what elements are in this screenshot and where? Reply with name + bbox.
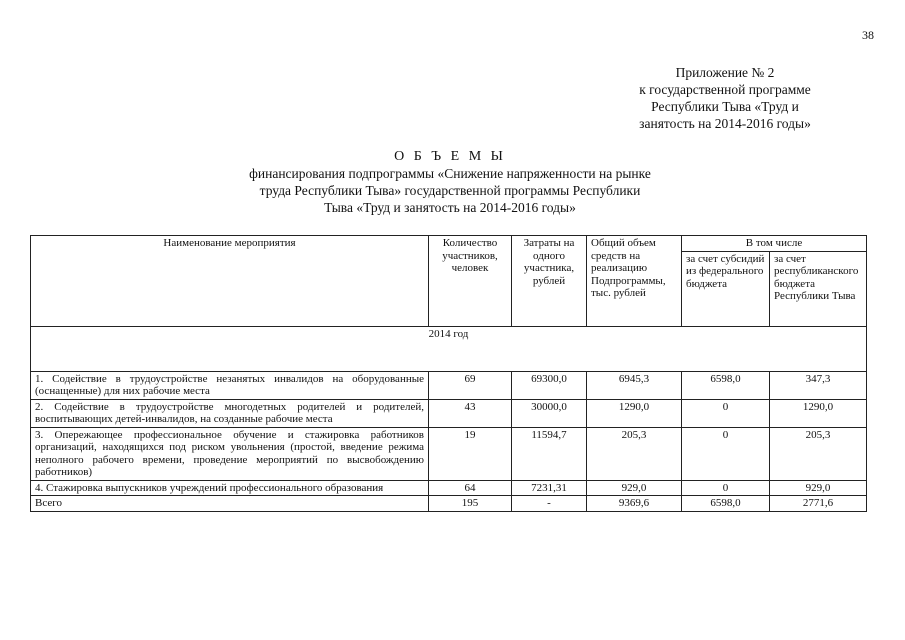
row-federal: 0 — [682, 427, 770, 480]
row-name: 1. Содействие в трудоустройстве незанятых инвалидов на оборудованные (оснащенные) для них рабочие места — [31, 371, 429, 399]
row-federal: 6598,0 — [682, 371, 770, 399]
row-name: 2. Содействие в трудоустройстве многодетных родителей и родителей, воспитывающих детей-инвалидов, на созданные рабочие места — [31, 399, 429, 427]
appendix-line-3: Республики Тыва «Труд и — [651, 99, 799, 114]
header-row — [31, 236, 867, 252]
page-number: 38 — [862, 28, 874, 42]
heading-line-1: финансирования подпрограммы «Снижение напряженности на рынке — [249, 166, 651, 181]
total-participants: 195 — [429, 496, 512, 512]
row-republic: 929,0 — [770, 480, 867, 496]
row-republic: 347,3 — [770, 371, 867, 399]
total-republic: 2771,6 — [770, 496, 867, 512]
total-row — [31, 496, 867, 512]
row-republic: 1290,0 — [770, 399, 867, 427]
appendix-line-2: к государственной программе — [639, 82, 811, 97]
header-total-volume: Общий объем средств на реализацию Подпрограммы, тыс. рублей — [587, 236, 682, 327]
appendix-note — [560, 64, 890, 132]
header-republic: за счет республиканского бюджета Республики Тыва — [770, 251, 867, 326]
row-total: 205,3 — [587, 427, 682, 480]
table-row — [31, 371, 867, 399]
table-row — [31, 427, 867, 480]
header-federal: за счет субсидий из федерального бюджета — [682, 251, 770, 326]
heading-line-3: Тыва «Труд и занятость на 2014-2016 годы» — [324, 200, 576, 215]
header-including: В том числе — [682, 236, 867, 252]
header-cost-per: Затраты на одного участника, рублей — [512, 236, 587, 327]
row-total: 929,0 — [587, 480, 682, 496]
row-total: 6945,3 — [587, 371, 682, 399]
row-cost-per: 7231,31 — [512, 480, 587, 496]
year-label: 2014 год — [31, 326, 867, 371]
row-participants: 19 — [429, 427, 512, 480]
table-row — [31, 480, 867, 496]
row-federal: 0 — [682, 399, 770, 427]
row-name: 3. Опережающее профессиональное обучение и стажировка работников организаций, находящихся под риском увольнения (простой, введение режима неполного рабочего времени, проведение мероприятий по высвобождению работников) — [31, 427, 429, 480]
appendix-line-4: занятость на 2014-2016 годы» — [639, 116, 811, 131]
row-participants: 64 — [429, 480, 512, 496]
total-cost-per: - — [512, 496, 587, 512]
header-name: Наименование мероприятия — [31, 236, 429, 327]
row-name: 4. Стажировка выпускников учреждений профессионального образования — [31, 480, 429, 496]
row-total: 1290,0 — [587, 399, 682, 427]
document-title: О Б Ъ Е М Ы — [394, 149, 506, 164]
row-cost-per: 69300,0 — [512, 371, 587, 399]
appendix-line-1: Приложение № 2 — [675, 65, 775, 80]
total-label: Всего — [31, 496, 429, 512]
document-heading — [140, 148, 760, 216]
year-row — [31, 326, 867, 371]
row-federal: 0 — [682, 480, 770, 496]
row-cost-per: 30000,0 — [512, 399, 587, 427]
total-volume: 9369,6 — [587, 496, 682, 512]
header-participants: Количество участников, человек — [429, 236, 512, 327]
table-row — [31, 399, 867, 427]
row-republic: 205,3 — [770, 427, 867, 480]
row-participants: 43 — [429, 399, 512, 427]
heading-line-2: труда Республики Тыва» государственной программы Республики — [259, 183, 641, 198]
row-cost-per: 11594,7 — [512, 427, 587, 480]
financing-table — [30, 235, 867, 512]
row-participants: 69 — [429, 371, 512, 399]
total-federal: 6598,0 — [682, 496, 770, 512]
